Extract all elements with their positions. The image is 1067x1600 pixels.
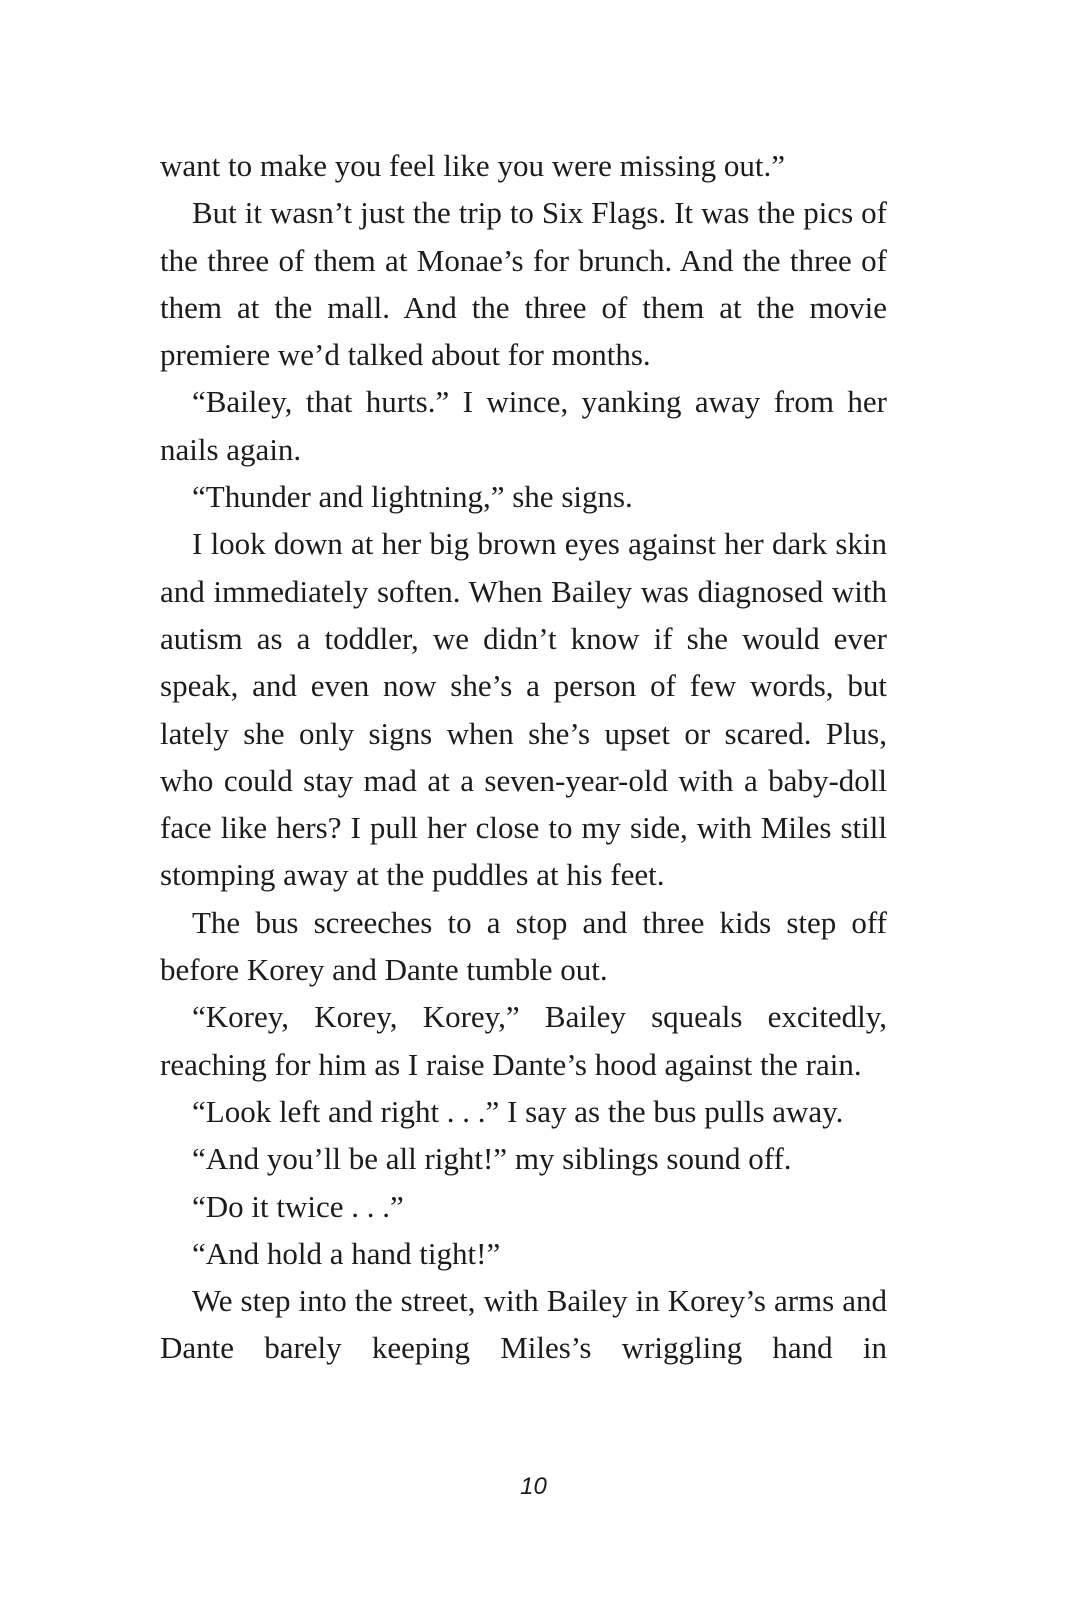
paragraph: “Korey, Korey, Korey,” Bailey squeals excitedly, reaching for him as I raise Dante’s hood against the rain. <box>160 999 887 1082</box>
paragraph-continues: We step into the street, with Bailey in Korey’s arms and Dante barely keeping Miles’s wriggling hand in <box>160 1283 887 1366</box>
paragraph: “And you’ll be all right!” my siblings sound off. <box>192 1141 792 1177</box>
paragraph: I look down at her big brown eyes against her dark skin and immediately soften. When Bailey was diagnosed with autism as a toddler, we didn’t know if she would ever speak, and even now she’s a person of few words, but lately she only signs when she’s upset or scared. Plus, who could stay mad at a seven-year-old with a baby-doll face like hers? I pull her close to my side, with Miles still stomping away at the puddles at his feet. <box>160 526 887 893</box>
page-number: 10 <box>520 1473 547 1500</box>
body-text <box>160 142 887 1372</box>
paragraph: But it wasn’t just the trip to Six Flags. It was the pics of the three of them at Monae’s for brunch. And the three of them at the mall. And the three of them at the movie premiere we’d talked about for months. <box>160 195 887 373</box>
paragraph: “Thunder and lightning,” she signs. <box>192 479 633 515</box>
paragraph: “Look left and right . . .” I say as the bus pulls away. <box>192 1093 844 1129</box>
paragraph: “And hold a hand tight!” <box>192 1235 501 1271</box>
paragraph: “Bailey, that hurts.” I wince, yanking away from her nails again. <box>160 384 887 467</box>
paragraph: “Do it twice . . .” <box>192 1188 404 1224</box>
paragraph-continued: want to make you feel like you were missing out.” <box>160 148 786 183</box>
paragraph: The bus screeches to a stop and three kids step off before Korey and Dante tumble out. <box>160 904 887 988</box>
